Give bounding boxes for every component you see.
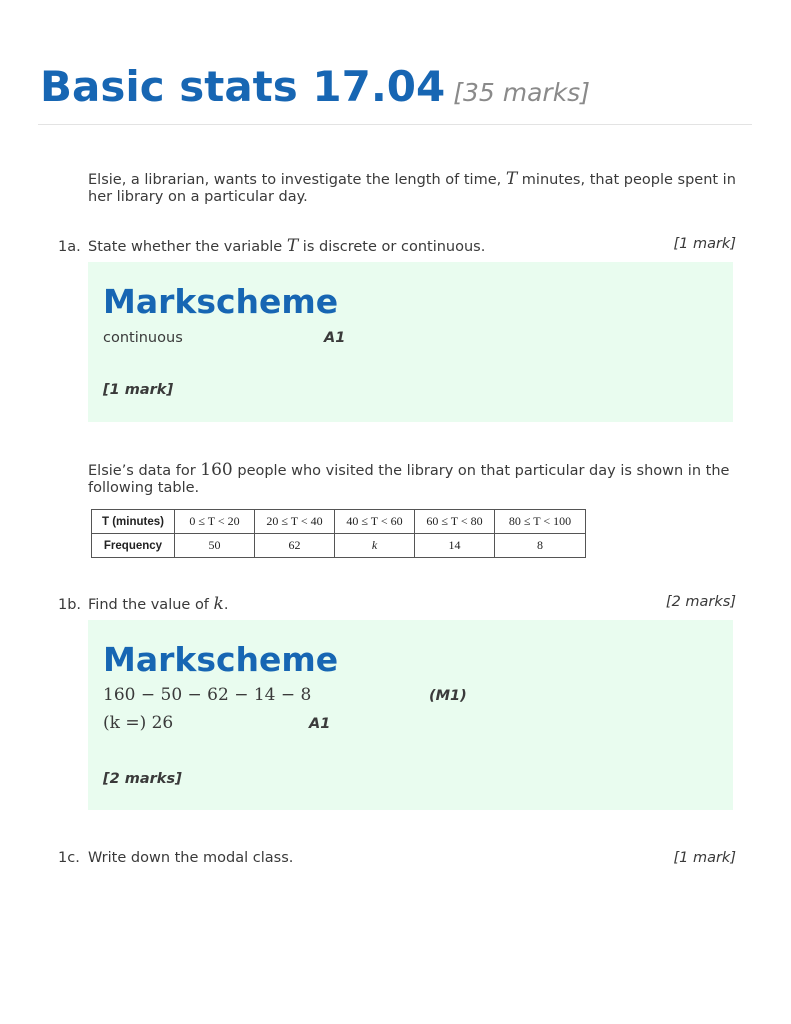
table-cell: 0 ≤ T < 20 <box>175 510 255 534</box>
table-cell: k <box>335 534 415 558</box>
markscheme-working: 160 − 50 − 62 − 14 − 8 <box>103 685 312 705</box>
question-marks: [2 marks] <box>665 594 736 610</box>
question-1a <box>58 236 736 256</box>
question-variable: T <box>286 236 299 256</box>
markscheme-heading: Markscheme <box>103 282 339 321</box>
page-title <box>40 62 590 111</box>
frequency-table <box>91 509 586 558</box>
markscheme-answer: continuous <box>103 330 183 346</box>
markscheme-total: [2 marks] <box>103 771 182 787</box>
markscheme-code: A1 <box>324 330 346 346</box>
total-marks: [35 marks] <box>453 78 590 107</box>
intro-text-1: Elsie, a librarian, wants to investigate the length of time, <box>88 172 506 188</box>
question-marks: [1 mark] <box>673 236 736 252</box>
data-intro-text-2: people who visited the library on that particular day is shown in the following table. <box>88 463 730 496</box>
markscheme-code: (M1) <box>429 688 467 704</box>
table-cell: 40 ≤ T < 60 <box>335 510 415 534</box>
question-text-1: Find the value of <box>88 597 214 613</box>
markscheme-heading: Markscheme <box>103 640 339 679</box>
title-text: Basic stats 17.04 <box>40 62 446 111</box>
table-cell: 14 <box>415 534 495 558</box>
table-header-cell: T (minutes) <box>92 510 175 534</box>
markscheme-answer: (k =) 26 <box>103 713 174 733</box>
question-marks: [1 mark] <box>673 850 736 866</box>
title-divider <box>38 124 752 125</box>
question-variable: k <box>213 594 224 614</box>
question-text-2: is discrete or continuous. <box>298 239 486 255</box>
question-text-2: . <box>223 597 229 613</box>
question-number: 1b. <box>58 597 82 613</box>
table-row <box>92 510 586 534</box>
table-cell: 20 ≤ T < 40 <box>255 510 335 534</box>
table-cell: 62 <box>255 534 335 558</box>
markscheme-total: [1 mark] <box>103 382 174 398</box>
table-cell: 8 <box>495 534 586 558</box>
table-cell: 50 <box>175 534 255 558</box>
data-intro-paragraph <box>88 462 738 497</box>
table-cell: 80 ≤ T < 100 <box>495 510 586 534</box>
question-number: 1c. <box>58 850 80 866</box>
markscheme-code: A1 <box>309 716 331 732</box>
question-number: 1a. <box>58 239 81 255</box>
table-row <box>92 534 586 558</box>
markscheme-1b <box>88 620 733 810</box>
data-intro-number: 160 <box>200 460 233 480</box>
question-text-1: State whether the variable <box>88 239 287 255</box>
table-cell: 60 ≤ T < 80 <box>415 510 495 534</box>
question-1c <box>58 850 736 866</box>
table-header-cell: Frequency <box>92 534 175 558</box>
markscheme-1a <box>88 262 733 422</box>
intro-text-2: minutes, that people spent in her library on a particular day. <box>88 172 736 205</box>
intro-variable: T <box>505 169 518 189</box>
data-intro-text-1: Elsie’s data for <box>88 463 201 479</box>
intro-paragraph <box>88 171 738 206</box>
question-1b <box>58 594 736 614</box>
question-text: Write down the modal class. <box>88 850 294 866</box>
